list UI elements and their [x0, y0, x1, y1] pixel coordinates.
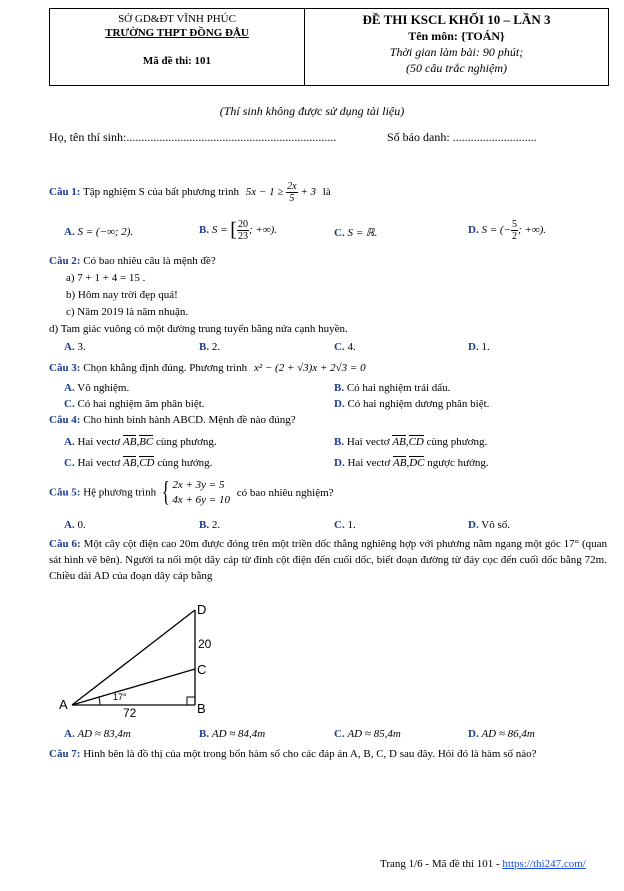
option-pre: Hai vectơ — [77, 457, 121, 469]
q4-option-b[interactable]: B. Hai vectơ AB,CD cùng phương. — [334, 436, 488, 448]
option-pre: Hai vectơ — [77, 436, 121, 448]
statement-a: a) 7 + 1 + 4 = 15 . — [66, 272, 146, 284]
option-text: Vô số. — [481, 519, 510, 531]
option-label: C. — [64, 457, 75, 469]
question-7-label: Câu 7: — [49, 748, 81, 760]
option-label: C. — [334, 227, 345, 239]
footer-link[interactable]: https://thi247.com/ — [502, 858, 586, 870]
fraction-denominator: 5 — [289, 193, 295, 204]
option-b-post: ; +∞). — [248, 224, 278, 237]
option-text: 1. — [347, 519, 356, 531]
equation-2: 4x + 6y = 10 — [172, 494, 230, 506]
exam-notice: (Thí sinh không được sử dụng tài liệu) — [219, 104, 405, 118]
question-3 — [49, 362, 366, 374]
q5-option-c[interactable] — [334, 519, 356, 531]
question-7-text: Hình bên là đồ thị của một trong bốn hàm số cho các đáp án A, B, C, D sau đây. Hỏi đó là hàm số nào? — [83, 748, 537, 760]
q3-option-a[interactable] — [64, 382, 129, 394]
footer-text: Trang 1/6 - Mã đề thi 101 - — [380, 858, 500, 870]
option-label: B. — [334, 382, 345, 394]
statement-c: c) Năm 2019 là năm nhuận. — [66, 306, 189, 318]
q1-option-b[interactable]: B. S = [ $\frac{20}{23}$ ; +∞). — [199, 219, 278, 242]
q2-option-d[interactable] — [468, 341, 490, 353]
option-label: D. — [334, 457, 345, 469]
q5-option-b[interactable] — [199, 519, 220, 531]
system-brace: { — [161, 477, 170, 508]
question-4 — [49, 414, 296, 426]
question-1-fraction — [286, 181, 297, 204]
q4-option-a[interactable]: A. Hai vectơ AB,BC cùng phương. — [64, 436, 217, 448]
option-text: 2. — [211, 341, 221, 353]
q5-option-a[interactable] — [64, 519, 86, 531]
vector-1: AB — [122, 436, 137, 448]
school-name: TRƯỜNG THPT ĐỒNG ĐẬU — [105, 27, 249, 39]
fraction-denominator: 2 — [511, 231, 517, 242]
q1-option-c[interactable] — [334, 226, 377, 239]
option-text: Có hai nghiệm âm phân biệt. — [77, 398, 205, 410]
question-count: (50 câu trắc nghiệm) — [406, 61, 507, 75]
option-label: A. — [64, 382, 75, 394]
fraction-denominator: 23 — [237, 231, 248, 242]
q4-option-c[interactable]: C. Hai vectơ AB,CD cùng hướng. — [64, 457, 213, 469]
question-6-text: Một cây cột điện cao 20m được đóng trên một triền dốc thẳng nghiêng hợp với phương nằm ngang một góc 17° (quan sát hình vẽ bên). Người ta nối một dây cáp từ đỉnh cột điện đến cuối dốc, biết đoạn đường từ đáy cọc đến cuối dốc bằng 72m. Chiều dài AD của đoạn dây cáp bằng — [49, 538, 607, 582]
question-1-math-right: + 3 — [300, 186, 317, 199]
option-label: C. — [64, 398, 75, 410]
q5-option-d[interactable] — [468, 519, 510, 531]
q2-option-c[interactable] — [334, 341, 356, 353]
question-7 — [49, 746, 607, 762]
candidate-name-line: Họ, tên thí sinh:...................................................................... — [49, 130, 337, 144]
length-dc-label: 20 — [198, 637, 212, 651]
point-d-label: D — [197, 602, 207, 617]
option-text: 2. — [211, 519, 221, 531]
equation-1: 2x + 3y = 5 — [172, 479, 225, 491]
point-b-label: B — [197, 701, 206, 716]
option-text: S = (−∞; 2). — [77, 226, 134, 238]
option-label: A. — [64, 728, 75, 740]
slope-figure — [55, 598, 225, 720]
option-label: D. — [468, 519, 479, 531]
equation-system — [172, 478, 230, 508]
question-1-label: Câu 1: — [49, 186, 81, 199]
point-a-label: A — [59, 697, 68, 712]
option-text: 0. — [77, 519, 86, 531]
option-label: D. — [468, 224, 479, 237]
option-label: C. — [334, 519, 345, 531]
vector-2: CD — [139, 457, 155, 469]
option-b-pre: S = — [211, 224, 228, 237]
option-text: S = ℝ. — [347, 227, 378, 239]
vector-1: AB — [122, 457, 137, 469]
q3-option-d[interactable] — [334, 398, 489, 410]
option-post: ngược hướng. — [427, 457, 489, 469]
option-label: A. — [64, 341, 75, 353]
option-post: cùng phương. — [156, 436, 217, 448]
option-label: B. — [199, 341, 210, 353]
option-label: A. — [64, 226, 75, 238]
exam-title: ĐỀ THI KSCL KHỐI 10 – LẦN 3 — [362, 12, 551, 27]
option-text: AD ≈ 85,4m — [347, 728, 401, 740]
q6-option-d[interactable] — [468, 728, 535, 740]
option-label: A. — [64, 436, 75, 448]
question-1-tail: là — [322, 186, 331, 199]
right-angle-mark — [187, 697, 195, 705]
q1-option-d[interactable] — [468, 219, 546, 242]
option-post: cùng hướng. — [157, 457, 213, 469]
question-2-text: Có bao nhiêu câu là mệnh đề? — [83, 255, 216, 267]
q6-option-b[interactable] — [199, 728, 265, 740]
fraction-numerator: 2x — [287, 181, 297, 192]
q1-option-a[interactable] — [64, 226, 133, 238]
option-text: AD ≈ 86,4m — [481, 728, 535, 740]
vector-1: AB — [392, 436, 406, 448]
angle-label: 17° — [113, 692, 127, 702]
option-label: B. — [199, 519, 210, 531]
question-4-text: Cho hình bình hành ABCD. Mệnh đề nào đúng? — [83, 414, 296, 426]
question-1-math-left: 5x − 1 ≥ — [245, 186, 284, 199]
fraction-numerator: 5 — [511, 219, 517, 230]
question-6 — [49, 536, 607, 584]
option-post: cùng phương. — [426, 436, 488, 448]
question-3-label: Câu 3: — [49, 362, 81, 374]
option-label: B. — [199, 728, 210, 740]
statement-b: b) Hôm nay trời đẹp quá! — [66, 289, 178, 301]
option-text: 1. — [481, 341, 490, 353]
question-5 — [49, 478, 334, 508]
option-text: AD ≈ 84,4m — [211, 728, 266, 740]
question-5-tail: có bao nhiêu nghiệm? — [236, 486, 334, 499]
q3-option-b[interactable] — [334, 382, 450, 394]
q2-option-b[interactable] — [199, 341, 220, 353]
option-pre: Hai vectơ — [347, 457, 391, 469]
question-4-label: Câu 4: — [49, 414, 81, 426]
exam-duration: Thời gian làm bài: 90 phút; — [389, 45, 524, 59]
option-label: C. — [334, 728, 345, 740]
option-label: D. — [468, 341, 479, 353]
subject-name: Tên môn: {TOÁN} — [408, 29, 505, 43]
fraction-numerator: 20 — [237, 219, 248, 230]
option-label: B. — [199, 224, 210, 237]
vector-2: CD — [408, 436, 424, 448]
q3-option-c[interactable] — [64, 398, 205, 410]
question-1 — [49, 181, 331, 204]
question-6-label: Câu 6: — [49, 538, 81, 550]
exam-header — [49, 8, 609, 86]
option-text: 4. — [347, 341, 356, 353]
option-d-fraction — [511, 219, 518, 242]
q6-option-a[interactable] — [64, 728, 131, 740]
option-label: D. — [334, 398, 345, 410]
point-c-label: C — [197, 662, 207, 677]
vector-2: BC — [139, 436, 154, 448]
option-pre: Hai vectơ — [346, 436, 390, 448]
exam-code: Mã đề thi: 101 — [142, 55, 212, 67]
candidate-sbd-line: Số báo danh: ............................ — [387, 130, 537, 144]
option-text: AD ≈ 83,4m — [77, 728, 131, 740]
q2-option-a[interactable] — [64, 341, 86, 353]
option-d-post: ; +∞). — [517, 224, 547, 237]
slope-line — [72, 669, 195, 705]
question-3-equation: x² − (2 + √3)x + 2√3 = 0 — [253, 362, 366, 374]
option-label: C. — [334, 341, 345, 353]
option-label: B. — [334, 436, 345, 448]
question-2 — [49, 255, 216, 267]
option-text: Vô nghiệm. — [77, 382, 130, 394]
option-text: Có hai nghiệm dương phân biệt. — [347, 398, 490, 410]
page-footer — [380, 858, 586, 870]
question-2-label: Câu 2: — [49, 255, 81, 267]
statement-d: d) Tam giác vuông có một đường trung tuyến bằng nửa cạnh huyền. — [49, 323, 348, 335]
angle-arc — [99, 697, 100, 705]
question-5-text: Hệ phương trình — [83, 486, 157, 499]
dept-name: SỞ GD&ĐT VĨNH PHÚC — [118, 13, 236, 25]
length-ab-label: 72 — [123, 706, 137, 720]
option-b-fraction — [237, 219, 249, 242]
option-d-pre: S = (− — [481, 224, 511, 237]
q6-option-c[interactable] — [334, 728, 401, 740]
question-1-text: Tập nghiệm S của bất phương trình — [83, 186, 240, 199]
vector-1: AB — [392, 457, 407, 469]
question-5-label: Câu 5: — [49, 486, 81, 499]
question-3-text: Chọn khẳng định đúng. Phương trình — [83, 362, 248, 374]
vector-2: DC — [409, 457, 425, 469]
option-text: Có hai nghiệm trái dấu. — [346, 382, 451, 394]
option-label: A. — [64, 519, 75, 531]
cable-line — [72, 610, 195, 705]
q4-option-d[interactable]: D. Hai vectơ AB,DC ngược hướng. — [334, 457, 489, 469]
option-text: 3. — [77, 341, 86, 353]
option-label: D. — [468, 728, 479, 740]
